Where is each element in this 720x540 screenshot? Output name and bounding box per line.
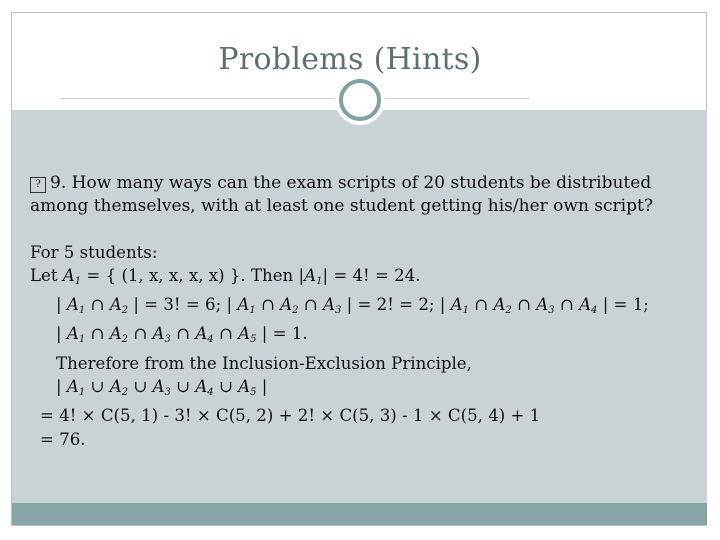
decorative-circle-icon (339, 79, 381, 121)
hint-line-8: = 76. (40, 429, 86, 449)
hint-line-3: | $A_1$ ∩ $A_2$ | = 3! = 6; | $A_1$ ∩ $A_2$ ∩ $A_3$ | = 2! = 2; | $A_1$ ∩ $A_2$ ∩ $A_3$ ∩ $A_4$ | = 1; (56, 295, 649, 317)
footer-bar (12, 503, 707, 525)
hint-line-1: For 5 students: (30, 242, 158, 262)
slide-title: Problems (Hints) (218, 42, 482, 77)
hint-line-6: | $A_1$ ∪ $A_2$ ∪ $A_3$ ∪ $A_4$ ∪ $A_5$ | (56, 377, 268, 399)
question-line-2: among themselves, with at least one student getting his/her own script? (30, 196, 653, 217)
bullet-icon: ? (30, 177, 46, 193)
hint-line-4: | $A_1$ ∩ $A_2$ ∩ $A_3$ ∩ $A_4$ ∩ $A_5$ | = 1. (56, 324, 308, 346)
hint-line-2: Let $A_1$ = { (1, x, x, x, x) }. Then $|A_1| = 4$! = 24. (30, 265, 421, 287)
title-rule-left (60, 98, 338, 99)
slide-body (30, 172, 695, 451)
hint-line-7: = 4! × C(5, 1) - 3! × C(5, 2) + 2! × C(5, 3) - 1 × C(5, 4) + 1 (40, 406, 541, 426)
title-rule-right (384, 98, 529, 99)
question-line-1: ? 9. How many ways can the exam scripts of 20 students be distributed (30, 172, 695, 195)
hint-line-5: Therefore from the Inclusion-Exclusion Principle, (56, 353, 472, 373)
